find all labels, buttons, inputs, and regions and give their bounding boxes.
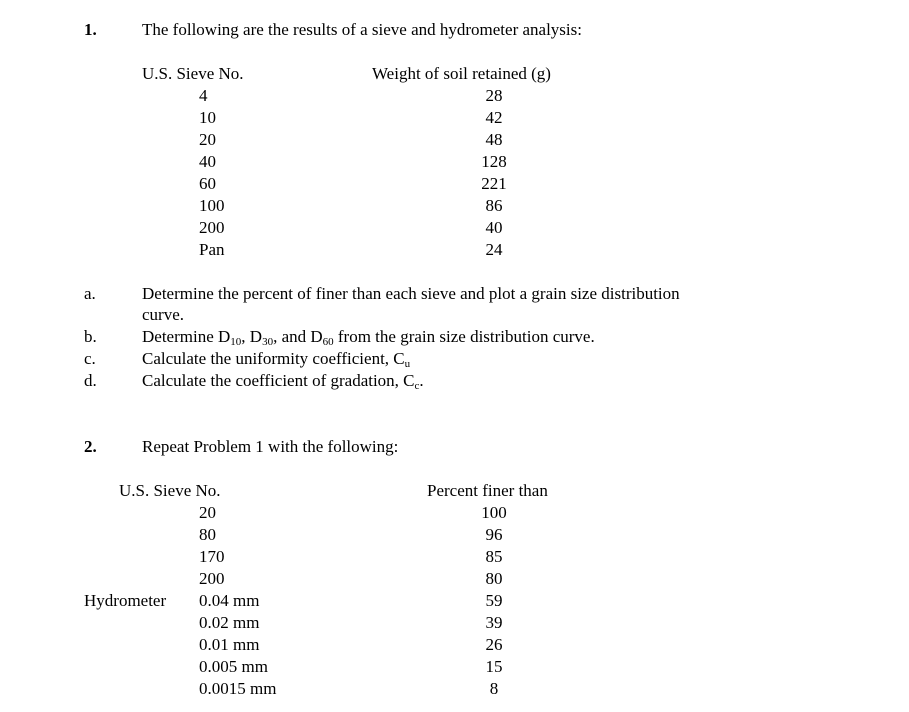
percent-cell: 85 [485,547,503,566]
sieve-number-cell: 4 [199,86,208,105]
sieve-number-cell: 60 [199,174,216,193]
sieve-number-cell: Pan [199,240,225,259]
part-a-text: Determine the percent of finer than each sieve and plot a grain size distribution [142,284,680,303]
weight-cell: 221 [481,174,507,193]
sieve-size-column [199,502,276,700]
weight-cell: 128 [481,152,507,171]
sieve-size-cell: 80 [199,525,216,544]
sieve-size-cell: 20 [199,503,216,522]
weight-cell: 24 [485,240,503,259]
sieve-number-cell: 20 [199,130,216,149]
sieve-size-cell: 200 [199,569,225,588]
weight-cell: 42 [485,108,503,127]
sieve-number-cell: 200 [199,218,225,237]
part-c-text: Calculate the uniformity coefficient, $C_u$ [142,349,411,370]
part-b-letter: b. [84,327,97,346]
percent-finer-column [472,502,516,700]
part-b-text: Determine $D_{10}$, $D_{30}$, and $D_{60}$ from the grain size distribution curve. [142,327,595,348]
weight-column-header: Weight of soil retained (g) [372,64,551,83]
part-d-letter: d. [84,371,97,390]
problem-2-number: 2. [84,437,97,456]
weight-cell: 86 [485,196,503,215]
weight-cell: 48 [485,130,503,149]
weight-cell: 28 [485,86,503,105]
sieve-size-cell: 0.0015 mm [199,679,277,698]
percent-cell: 80 [485,569,503,588]
percent-cell: 96 [485,525,503,544]
part-a-text-continued: curve. [142,305,185,324]
percent-cell: 39 [485,613,503,632]
part-c-letter: c. [84,349,96,368]
problem-2-intro: Repeat Problem 1 with the following: [142,437,399,456]
sieve-number-cell: 10 [199,108,216,127]
part-a-letter: a. [84,284,96,303]
sieve-column-header: U.S. Sieve No. [142,64,244,83]
sieve-column-header-2: U.S. Sieve No. [119,481,221,500]
percent-cell: 8 [489,679,499,698]
sieve-size-cell: 0.02 mm [199,613,260,632]
percent-cell: 59 [485,591,503,610]
weight-retained-column [472,85,516,261]
percent-column-header: Percent finer than [427,481,548,500]
weight-cell: 40 [485,218,503,237]
sieve-number-column [199,85,225,261]
problem-1-intro: The following are the results of a sieve and hydrometer analysis: [142,20,582,39]
problem-1-number: 1. [84,20,97,39]
sieve-size-cell: 0.005 mm [199,657,268,676]
percent-cell: 15 [485,657,503,676]
part-d-text: Calculate the coefficient of gradation, $C_c$. [142,371,424,392]
sieve-number-cell: 100 [199,196,225,215]
sieve-size-cell: 0.01 mm [199,635,260,654]
sieve-size-cell: 0.04 mm [199,591,260,610]
sieve-size-cell: 170 [199,547,225,566]
sieve-number-cell: 40 [199,152,216,171]
percent-cell: 26 [485,635,503,654]
hydrometer-label: Hydrometer [84,591,167,610]
percent-cell: 100 [481,503,507,522]
